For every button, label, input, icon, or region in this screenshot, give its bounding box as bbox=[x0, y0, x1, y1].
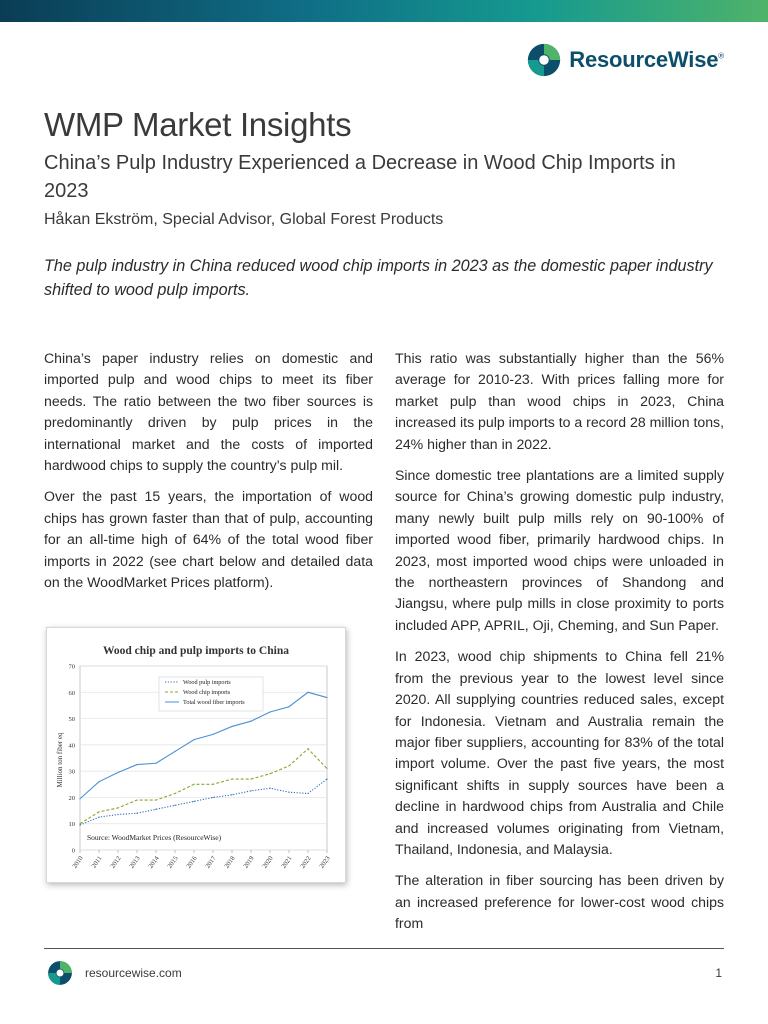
body-column-right bbox=[395, 348, 724, 945]
footer-divider bbox=[44, 948, 724, 949]
body-paragraph: The alteration in fiber sourcing has been driven by an increased preference for lower-cost wood chips from bbox=[395, 872, 724, 932]
chart-data-point bbox=[174, 793, 175, 794]
chart-data-point bbox=[212, 797, 213, 798]
lead-paragraph: The pulp industry in China reduced wood chip imports in 2023 as the domestic paper industry shifted to wood pulp imports. bbox=[44, 257, 713, 299]
body-paragraph: Over the past 15 years, the importation of wood chips has grown faster than that of pulp, accounting for an all-time high of 64% of the total wood fiber imports in 2022 (see chart below and detailed data on the WoodMarket Prices platform). bbox=[44, 488, 373, 591]
chart-x-tick-label: 2022 bbox=[299, 855, 313, 870]
page-title: WMP Market Insights bbox=[44, 106, 352, 143]
chart-x-tick-label: 2018 bbox=[223, 855, 237, 870]
chart-data-point bbox=[174, 751, 175, 752]
chart-data-point bbox=[269, 773, 270, 774]
chart-x-tick-label: 2020 bbox=[261, 855, 275, 870]
chart-data-point bbox=[155, 809, 156, 810]
body-paragraph: China’s paper industry relies on domestic and imported pulp and wood chips to meet its fiber needs. The ratio between the two fiber sources is predominantly driven by pulp prices in the international market and the costs of imported hardwood chips to supply the country’s pulp mil. bbox=[44, 350, 373, 474]
chart-x-tick-label: 2023 bbox=[318, 855, 332, 870]
chart-x-tick-label: 2012 bbox=[109, 855, 123, 870]
chart-y-tick-label: 70 bbox=[68, 663, 75, 671]
chart-data-point bbox=[117, 807, 118, 808]
chart-source-note: Source: WoodMarket Prices (ResourceWise) bbox=[87, 833, 222, 842]
chart-svg bbox=[47, 628, 345, 882]
chart-data-point bbox=[231, 778, 232, 779]
chart-y-tick-label: 40 bbox=[68, 742, 75, 750]
chart-x-ticks bbox=[71, 847, 332, 870]
imports-chart bbox=[46, 627, 346, 883]
chart-y-tick-label: 30 bbox=[68, 768, 75, 776]
chart-data-point bbox=[326, 768, 327, 769]
chart-data-point bbox=[231, 794, 232, 795]
chart-data-point bbox=[79, 798, 80, 799]
body-paragraph: In 2023, wood chip shipments to China fell 21% from the previous year to the lowest level since 2020. All supplying countries reduced sales, except for Indonesia. Vietnam and Australia remain the major fiber suppliers, accounting for 83% of the total import volume. Over the past five years, the most significant shifts in supply sources have been a decline in hardwood chips from Australia and Chile and increased volumes originating from Vietnam, Thailand, Indonesia, and Malaysia. bbox=[395, 648, 724, 857]
chart-data-point bbox=[193, 801, 194, 802]
chart-data-point bbox=[269, 711, 270, 712]
chart-legend-label: Wood chip imports bbox=[183, 689, 231, 696]
chart-x-tick-label: 2021 bbox=[280, 855, 294, 870]
chart-data-point bbox=[79, 823, 80, 824]
chart-x-tick-label: 2014 bbox=[147, 855, 161, 870]
chart-data-point bbox=[288, 765, 289, 766]
chart-data-point bbox=[269, 788, 270, 789]
chart-data-point bbox=[155, 799, 156, 800]
body-column-left bbox=[44, 348, 373, 603]
footer-website-link[interactable]: resourcewise.com bbox=[85, 966, 182, 980]
chart-data-point bbox=[250, 790, 251, 791]
chart-x-tick-label: 2017 bbox=[204, 855, 218, 870]
chart-x-tick-label: 2013 bbox=[128, 855, 142, 870]
chart-x-tick-label: 2010 bbox=[71, 855, 85, 870]
chart-data-point bbox=[212, 734, 213, 735]
chart-data-point bbox=[288, 706, 289, 707]
chart-y-tick-label: 50 bbox=[68, 716, 75, 724]
chart-title: Wood chip and pulp imports to China bbox=[103, 645, 289, 657]
chart-x-tick-label: 2011 bbox=[90, 855, 104, 870]
chart-data-point bbox=[136, 764, 137, 765]
chart-data-point bbox=[117, 814, 118, 815]
chart-data-point bbox=[98, 781, 99, 782]
chart-data-point bbox=[307, 748, 308, 749]
brand-header bbox=[525, 40, 724, 80]
top-color-band bbox=[0, 0, 768, 22]
chart-data-point bbox=[174, 805, 175, 806]
resourcewise-logo-icon bbox=[46, 959, 74, 987]
chart-series-line bbox=[80, 749, 327, 824]
chart-data-point bbox=[136, 813, 137, 814]
chart-series-line bbox=[80, 779, 327, 825]
chart-y-tick-label: 10 bbox=[68, 821, 75, 829]
chart-data-point bbox=[193, 739, 194, 740]
chart-data-point bbox=[288, 792, 289, 793]
body-paragraph: This ratio was substantially higher than the 56% average for 2010-23. With prices falling more for market pulp than wood chips in 2023, China increased its pulp imports to a record 28 million tons, 24% higher than in 2022. bbox=[395, 350, 725, 452]
page-subtitle: China’s Pulp Industry Experienced a Decrease in Wood Chip Imports in 2023 bbox=[44, 152, 676, 202]
chart-x-tick-label: 2015 bbox=[166, 855, 180, 870]
chart-y-tick-label: 60 bbox=[68, 689, 75, 697]
chart-y-tick-label: 0 bbox=[71, 847, 75, 855]
chart-data-point bbox=[98, 817, 99, 818]
body-paragraph: Since domestic tree plantations are a limited supply source for China’s growing domestic pulp industry, many newly built pulp mills rely on 90-100% of imported wood fiber, primarily hardwood chips. In 2023, most imported wood chips were unloaded in the northeastern provinces of Shandong and Jiangsu, where pulp mills in close proximity to ports included APP, APRIL, Oji, Cheming, and Sun Paper. bbox=[395, 467, 724, 633]
page-number: 1 bbox=[715, 966, 722, 980]
chart-legend-label: Total wood fiber imports bbox=[183, 699, 245, 706]
chart-y-tick-label: 20 bbox=[68, 794, 75, 802]
author-byline: Håkan Ekström, Special Advisor, Global Forest Products bbox=[44, 211, 444, 228]
chart-data-point bbox=[193, 784, 194, 785]
chart-data-point bbox=[250, 778, 251, 779]
brand-name: ResourceWise® bbox=[569, 47, 724, 72]
chart-data-point bbox=[326, 697, 327, 698]
chart-data-point bbox=[326, 778, 327, 779]
chart-data-point bbox=[117, 772, 118, 773]
chart-y-ticks bbox=[69, 664, 76, 855]
chart-legend-label: Wood pulp imports bbox=[183, 679, 231, 686]
chart-y-axis-label: Million ton fiber eq bbox=[56, 732, 64, 788]
resourcewise-logo-icon bbox=[525, 41, 563, 79]
chart-data-point bbox=[79, 824, 80, 825]
chart-x-tick-label: 2016 bbox=[185, 855, 199, 870]
chart-series bbox=[79, 692, 327, 826]
chart-data-point bbox=[136, 799, 137, 800]
chart-data-point bbox=[250, 721, 251, 722]
chart-data-point bbox=[98, 811, 99, 812]
chart-data-point bbox=[307, 793, 308, 794]
chart-x-tick-label: 2019 bbox=[242, 855, 256, 870]
chart-data-point bbox=[212, 784, 213, 785]
chart-legend bbox=[159, 677, 263, 711]
chart-data-point bbox=[307, 692, 308, 693]
chart-data-point bbox=[155, 763, 156, 764]
chart-data-point bbox=[231, 726, 232, 727]
